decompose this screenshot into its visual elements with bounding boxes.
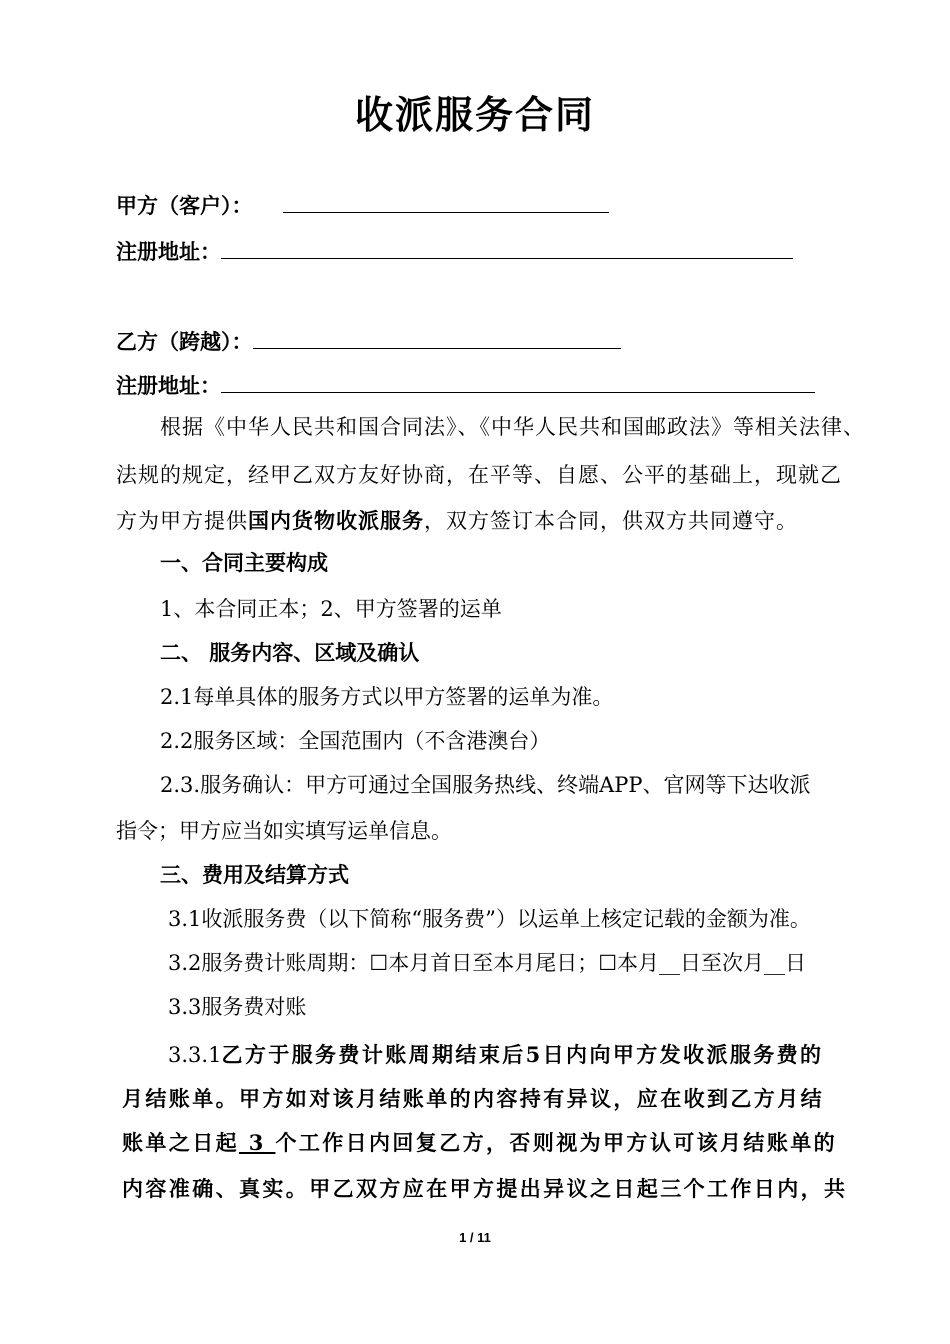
party-a-label: 甲方（客户）：	[116, 194, 253, 218]
section-3-item-3-3-1-line-4: 内容准确、真实。甲乙双方应在甲方提出异议之日起三个工作日内，共	[122, 1176, 848, 1201]
section-3-item-3-3-1-number: 3.3.1	[168, 1043, 222, 1067]
party-b-address-label: 注册地址：	[116, 374, 221, 398]
section-3-item-3-1: 3.1收派服务费（以下简称“服务费”）以运单上核定记载的金额为准。	[168, 907, 811, 931]
section-1-item: 1、本合同正本；2、甲方签署的运单	[160, 597, 502, 621]
party-a-field[interactable]	[283, 190, 609, 213]
section-3-item-3-3: 3.3服务费对账	[168, 995, 307, 1019]
section-3-item-3-3-1-line-3	[122, 1128, 837, 1158]
section-2-item-2-3-line-1: 2.3.服务确认：甲方可通过全国服务热线、终端APP、官网等下达收派	[160, 773, 811, 797]
section-2-item-2-2: 2.2服务区域：全国范围内（不含港澳台）	[160, 729, 551, 753]
party-b-label: 乙方（跨越）：	[116, 330, 253, 354]
section-3-item-3-3-1-line-1	[168, 1040, 823, 1070]
document-title: 收派服务合同	[354, 93, 595, 137]
section-3-item-3-3-1-days: 3	[239, 1130, 276, 1155]
section-2-item-2-1: 2.1每单具体的服务方式以甲方签署的运单为准。	[160, 685, 614, 709]
section-2-heading: 二、 服务内容、区域及确认	[160, 641, 420, 665]
section-2-item-2-3-line-2: 指令；甲方应当如实填写运单信息。	[116, 819, 452, 843]
section-3-item-3-3-1-line-3-pre: 账单之日起	[122, 1130, 239, 1155]
party-a-address-field[interactable]	[221, 236, 793, 259]
section-3-item-3-3-1-line-2: 月结账单。甲方如对该月结账单的内容持有异议，应在收到乙方月结	[122, 1086, 824, 1111]
preamble-line-1: 根据《中华人民共和国合同法》、《中华人民共和国邮政法》等相关法律、	[160, 415, 865, 439]
party-b-address-row	[116, 370, 815, 401]
section-3-item-3-2: 3.2服务费计账周期：☐本月首日至本月尾日；☐本月__日至次月__日	[168, 951, 807, 975]
preamble-service-name: 国内货物收派服务	[248, 509, 424, 533]
section-3-item-3-3-1-line-3-post: 个工作日内回复乙方，否则视为甲方认可该月结账单的	[275, 1130, 838, 1155]
party-a-address-row	[116, 236, 793, 267]
section-1-heading: 一、合同主要构成	[160, 551, 328, 575]
party-b-field[interactable]	[253, 326, 621, 349]
party-a-address-label: 注册地址：	[116, 240, 221, 264]
section-3-heading: 三、费用及结算方式	[160, 863, 349, 887]
party-a-row	[116, 190, 609, 221]
section-3-item-3-3-1-text-1: 乙方于服务费计账周期结束后5日内向甲方发收派服务费的	[221, 1042, 824, 1067]
party-b-row	[116, 326, 621, 357]
preamble-line-3-post: ，双方签订本合同，供双方共同遵守。	[424, 509, 798, 533]
page-number: 1 / 11	[459, 1230, 491, 1245]
party-b-address-field[interactable]	[221, 370, 815, 393]
preamble-line-2: 法规的规定，经甲乙双方友好协商，在平等、自愿、公平的基础上，现就乙	[116, 463, 842, 487]
preamble-line-3	[116, 506, 798, 536]
preamble-line-3-pre: 方为甲方提供	[116, 509, 248, 533]
